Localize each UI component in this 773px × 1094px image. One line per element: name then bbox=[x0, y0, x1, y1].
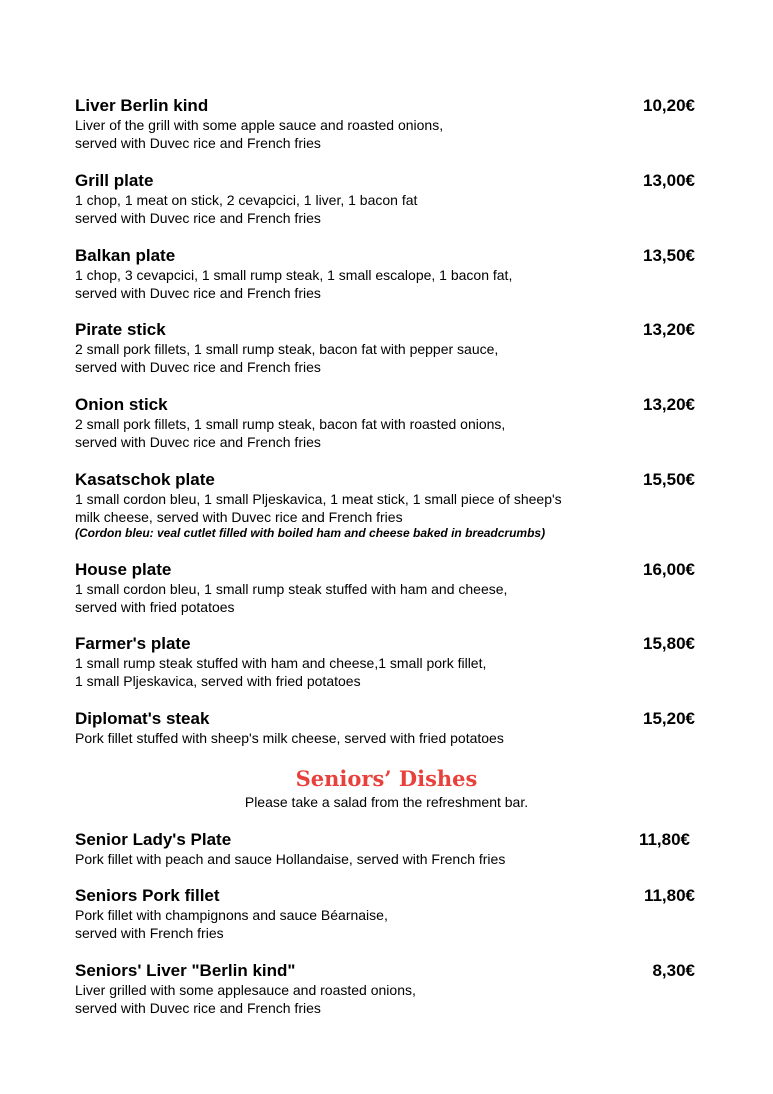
menu-item-seniors-liver bbox=[75, 960, 695, 1017]
dish-price: 13,50€ bbox=[643, 246, 695, 265]
dish-price: 16,00€ bbox=[643, 560, 695, 579]
dish-price: 10,20€ bbox=[643, 96, 695, 115]
dish-description: 1 chop, 1 meat on stick, 2 cevapcici, 1 liver, 1 bacon fat bbox=[75, 192, 418, 208]
menu-item-farmers-plate bbox=[75, 633, 695, 690]
dish-price: 13,20€ bbox=[643, 395, 695, 414]
menu-item-pirate-stick bbox=[75, 319, 695, 376]
dish-price: 15,20€ bbox=[643, 709, 695, 728]
menu-item-house-plate bbox=[75, 559, 695, 616]
dish-price: 8,30€ bbox=[652, 961, 695, 980]
dish-description: 1 small cordon bleu, 1 small Pljeskavica, 1 meat stick, 1 small piece of sheep's bbox=[75, 491, 562, 507]
dish-description: served with Duvec rice and French fries bbox=[75, 210, 321, 226]
menu-item-grill-plate bbox=[75, 170, 695, 227]
dish-name: Onion stick bbox=[75, 395, 168, 414]
dish-name: Balkan plate bbox=[75, 246, 176, 265]
dish-name: Senior Lady's Plate bbox=[75, 830, 232, 849]
dish-price: 13,20€ bbox=[643, 320, 695, 339]
dish-description: served with Duvec rice and French fries bbox=[75, 434, 321, 450]
dish-description: Pork fillet stuffed with sheep's milk cheese, served with fried potatoes bbox=[75, 730, 504, 746]
dish-description: served with French fries bbox=[75, 925, 224, 941]
menu-item-senior-lady-plate bbox=[75, 829, 695, 868]
menu-item-liver-berlin bbox=[75, 95, 695, 152]
dish-description: milk cheese, served with Duvec rice and French fries bbox=[75, 509, 403, 525]
section-title-seniors: Seniors’ Dishes bbox=[295, 766, 478, 791]
dish-description: 1 small Pljeskavica, served with fried potatoes bbox=[75, 673, 361, 689]
dish-price: 15,50€ bbox=[643, 470, 695, 489]
dish-description: 1 chop, 3 cevapcici, 1 small rump steak, 1 small escalope, 1 bacon fat, bbox=[75, 267, 513, 283]
dish-description: 1 small rump steak stuffed with ham and cheese,1 small pork fillet, bbox=[75, 655, 487, 671]
dish-description: Liver grilled with some applesauce and roasted onions, bbox=[75, 982, 416, 998]
section-subtitle: Please take a salad from the refreshment bar. bbox=[244, 794, 529, 810]
dish-name: Pirate stick bbox=[75, 320, 166, 339]
dish-name: Liver Berlin kind bbox=[75, 96, 209, 115]
dish-description: served with Duvec rice and French fries bbox=[75, 359, 321, 375]
dish-description: served with Duvec rice and French fries bbox=[75, 285, 321, 301]
dish-description: 2 small pork fillets, 1 small rump steak, bacon fat with pepper sauce, bbox=[75, 341, 499, 357]
dish-description: Pork fillet with peach and sauce Hollandaise, served with French fries bbox=[75, 851, 506, 867]
menu-item-balkan-plate bbox=[75, 245, 695, 302]
dish-name: Kasatschok plate bbox=[75, 470, 215, 489]
dish-description: served with Duvec rice and French fries bbox=[75, 135, 321, 151]
menu-item-seniors-pork-fillet bbox=[75, 885, 695, 942]
dish-price: 11,80€ bbox=[643, 886, 695, 905]
dish-description: served with Duvec rice and French fries bbox=[75, 1000, 321, 1016]
menu-item-onion-stick bbox=[75, 394, 695, 451]
dish-description: 1 small cordon bleu, 1 small rump steak stuffed with ham and cheese, bbox=[75, 581, 508, 597]
dish-description: served with fried potatoes bbox=[75, 599, 235, 615]
dish-name: Farmer's plate bbox=[75, 634, 191, 653]
dish-price: 15,80€ bbox=[643, 634, 695, 653]
menu-item-kasatschok-plate bbox=[75, 469, 695, 541]
dish-name: Grill plate bbox=[75, 171, 154, 190]
dish-name: Diplomat's steak bbox=[75, 709, 210, 728]
dish-name: Seniors' Liver "Berlin kind" bbox=[75, 961, 296, 980]
dish-note: (Cordon bleu: veal cutlet filled with boiled ham and cheese baked in breadcrumbs) bbox=[75, 526, 546, 540]
dish-name: House plate bbox=[75, 560, 172, 579]
dish-description: 2 small pork fillets, 1 small rump steak, bacon fat with roasted onions, bbox=[75, 416, 506, 432]
menu-item-diplomats-steak bbox=[75, 708, 695, 747]
dish-description: Liver of the grill with some apple sauce and roasted onions, bbox=[75, 117, 444, 133]
dish-price: 13,00€ bbox=[643, 171, 695, 190]
dish-name: Seniors Pork fillet bbox=[75, 886, 220, 905]
dish-description: Pork fillet with champignons and sauce Béarnaise, bbox=[75, 907, 388, 923]
dish-price: 11,80€ bbox=[638, 830, 690, 849]
